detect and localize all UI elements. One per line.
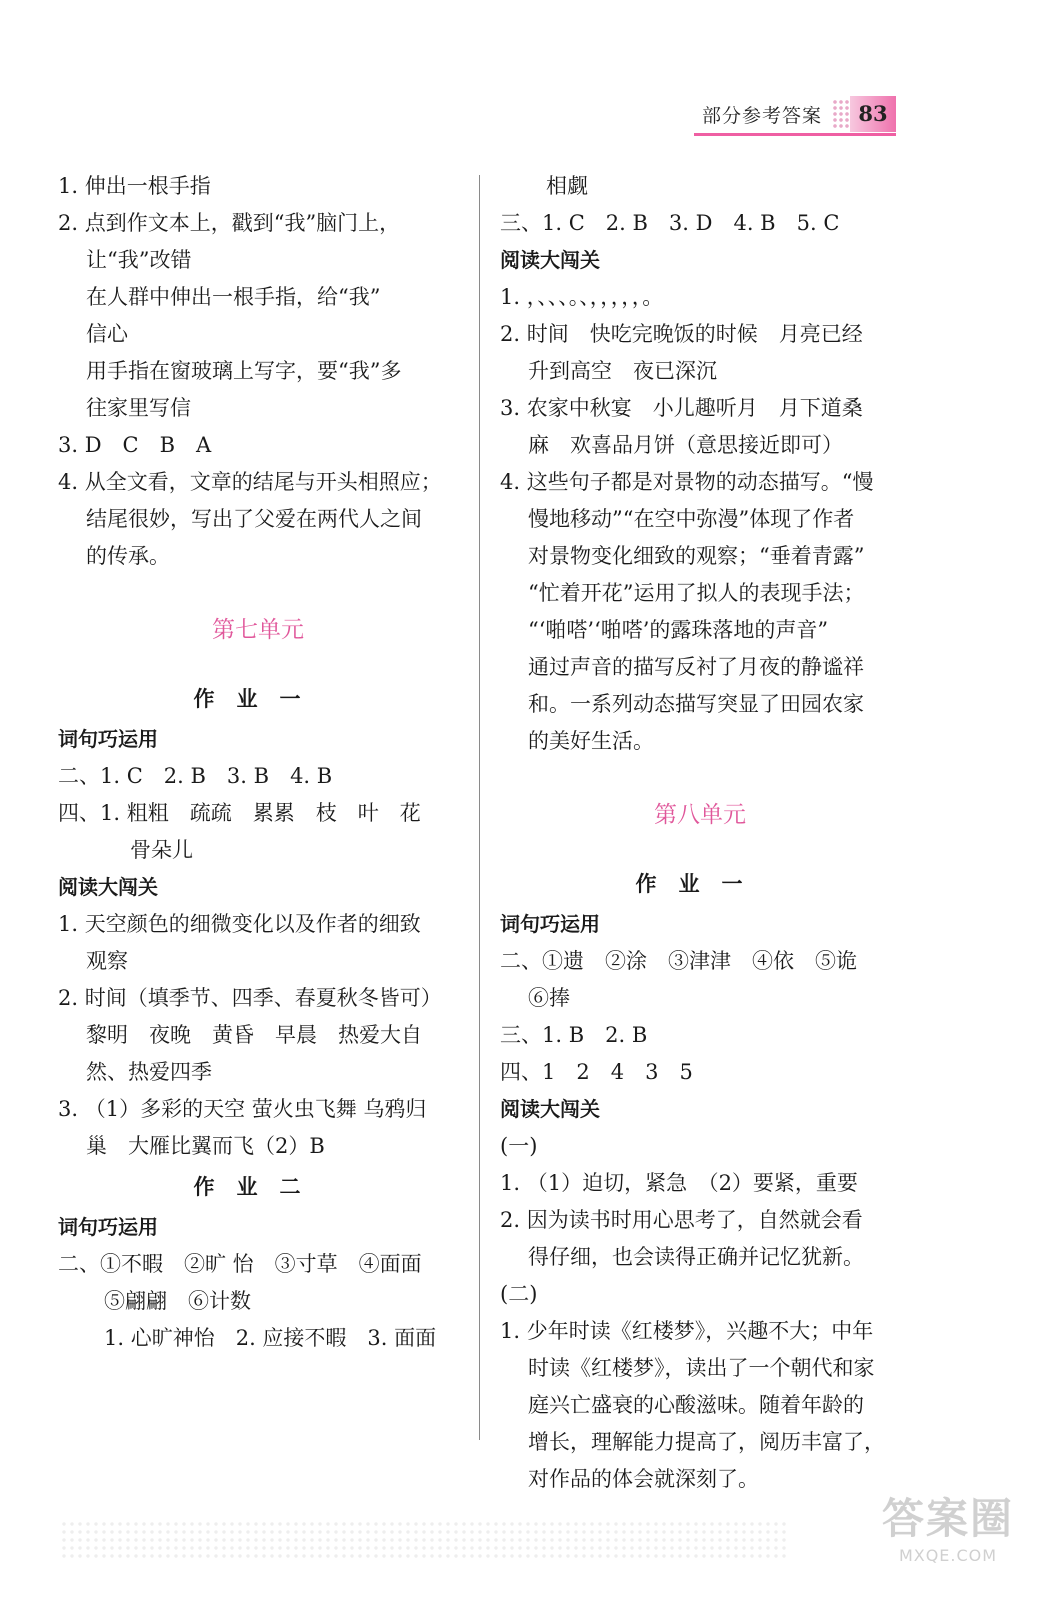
header-dots-decoration (832, 99, 850, 129)
watermark-logo (868, 1486, 1028, 1576)
answer-line: 1. 心旷神怡 2. 应接不暇 3. 面面 (104, 1326, 437, 1350)
page-header (702, 96, 896, 132)
answer-line: 的传承。 (86, 544, 170, 568)
answer-line: 2. 点到作文本上，戳到“我”脑门上， (58, 211, 401, 235)
answer-line: 3. （1）多彩的天空 萤火虫飞舞 乌鸦归 (58, 1097, 427, 1121)
answer-line: 三、1. B 2. B (500, 1023, 648, 1047)
answer-line: 二、1. C 2. B 3. B 4. B (58, 764, 333, 788)
answer-line: 慢地移动”“在空中弥漫”体现了作者 (528, 507, 855, 531)
answer-line: 二、①不暇 ②旷 怡 ③寸草 ④面面 (58, 1252, 422, 1276)
unit-heading: 第八单元 (654, 802, 746, 828)
answer-line: 2. 时间 快吃完晚饭的时候 月亮已经 (500, 322, 863, 346)
answer-line: 然、热爱四季 (86, 1060, 212, 1084)
answer-line: 2. 时间（填季节、四季、春夏秋冬皆可） (58, 986, 442, 1010)
spacer (500, 760, 900, 780)
answer-line: 通过声音的描写反衬了月夜的静谧祥 (528, 655, 864, 679)
answer-line: (一) (500, 1134, 538, 1158)
answer-line: 1. 少年时读《红楼梦》，兴趣不大；中年 (500, 1319, 874, 1343)
answer-line: 二、①遗 ②涂 ③津津 ④依 ⑤诡 (500, 949, 857, 973)
answer-line: 1. （1）迫切，紧急 （2）要紧，重要 (500, 1171, 858, 1195)
answer-line: 升到高空 夜已深沉 (528, 359, 717, 383)
answer-line: 四、1 2 4 3 5 (500, 1060, 693, 1084)
answer-line: 让“我”改错 (86, 248, 192, 272)
answer-line: 4. 这些句子都是对景物的动态描写。“慢 (500, 470, 874, 494)
answer-line: 四、1. 粗粗 疏疏 累累 枝 叶 花 (58, 801, 421, 825)
header-underline (694, 133, 896, 136)
spacer (500, 850, 900, 862)
answer-line: 对作品的体会就深刻了。 (528, 1467, 759, 1491)
answer-line: 相觑 (546, 174, 588, 198)
answer-line: 1. 伸出一根手指 (58, 174, 211, 198)
spacer (58, 665, 458, 677)
answer-line: 用手指在窗玻璃上写字，要“我”多 (86, 359, 402, 383)
answer-line: 3. 农家中秋宴 小儿趣听月 月下道桑 (500, 396, 863, 420)
answer-line: 往家里写信 (86, 396, 191, 420)
watermark-url: MXQE.COM (898, 1546, 998, 1565)
section-heading: 阅读大闯关 (500, 1097, 600, 1121)
answer-line: 增长，理解能力提高了，阅历丰富了， (528, 1430, 885, 1454)
answer-line: 在人群中伸出一根手指，给“我” (86, 285, 381, 309)
answer-line: 麻 欢喜品月饼（意思接近即可） (528, 433, 843, 457)
answer-line: ⑥捧 (528, 986, 570, 1010)
bottom-dot-decoration (60, 1520, 788, 1560)
answer-line: 巢 大雁比翼而飞（2）B (86, 1134, 325, 1158)
left-column (58, 168, 458, 1357)
right-column (500, 168, 900, 1498)
answer-line: 观察 (86, 949, 128, 973)
unit-heading: 第七单元 (212, 617, 304, 643)
answer-line: 三、1. C 2. B 3. D 4. B 5. C (500, 211, 840, 235)
answer-line: 4. 从全文看，文章的结尾与开头相照应； (58, 470, 442, 494)
answer-line: 3. D C B A (58, 433, 212, 457)
section-heading: 词句巧运用 (58, 727, 158, 751)
answer-line: 骨朵儿 (130, 838, 193, 862)
answer-line: 1. 天空颜色的细微变化以及作者的细致 (58, 912, 421, 936)
section-heading: 词句巧运用 (58, 1215, 158, 1239)
answer-line: “‘啪嗒’‘啪嗒’的露珠落地的声音” (528, 618, 829, 642)
answer-line: 的美好生活。 (528, 729, 654, 753)
section-heading: 阅读大闯关 (58, 875, 158, 899)
answer-line: 时读《红楼梦》，读出了一个朝代和家 (528, 1356, 875, 1380)
homework-heading: 作业二 (193, 1175, 323, 1199)
answer-line: 和。一系列动态描写突显了田园农家 (528, 692, 864, 716)
answer-line: 结尾很妙，写出了父爱在两代人之间 (86, 507, 422, 531)
answer-line: 信心 (86, 322, 128, 346)
answer-line: 1. ，、、、。、，，，，，。 (500, 285, 664, 309)
homework-heading: 作业一 (635, 872, 765, 896)
section-heading: 阅读大闯关 (500, 248, 600, 272)
answer-line: ⑤翩翩 ⑥计数 (104, 1289, 251, 1313)
answer-line: 得仔细，也会读得正确并记忆犹新。 (528, 1245, 864, 1269)
homework-heading: 作业一 (193, 687, 323, 711)
answer-line: 对景物变化细致的观察；“垂着青露” (528, 544, 865, 568)
answer-line: 2. 因为读书时用心思考了，自然就会看 (500, 1208, 863, 1232)
answer-line: 庭兴亡盛衰的心酸滋味。随着年龄的 (528, 1393, 864, 1417)
column-divider (479, 175, 480, 1440)
page-number: 83 (850, 96, 896, 132)
answer-line: “忙着开花”运用了拟人的表现手法； (528, 581, 865, 605)
answer-line: 黎明 夜晚 黄昏 早晨 热爱大自 (86, 1023, 422, 1047)
answer-line: (二) (500, 1282, 538, 1306)
header-title: 部分参考答案 (701, 104, 822, 127)
section-heading: 词句巧运用 (500, 912, 600, 936)
spacer (58, 575, 458, 595)
watermark-text: 答案圈 (881, 1494, 1014, 1543)
